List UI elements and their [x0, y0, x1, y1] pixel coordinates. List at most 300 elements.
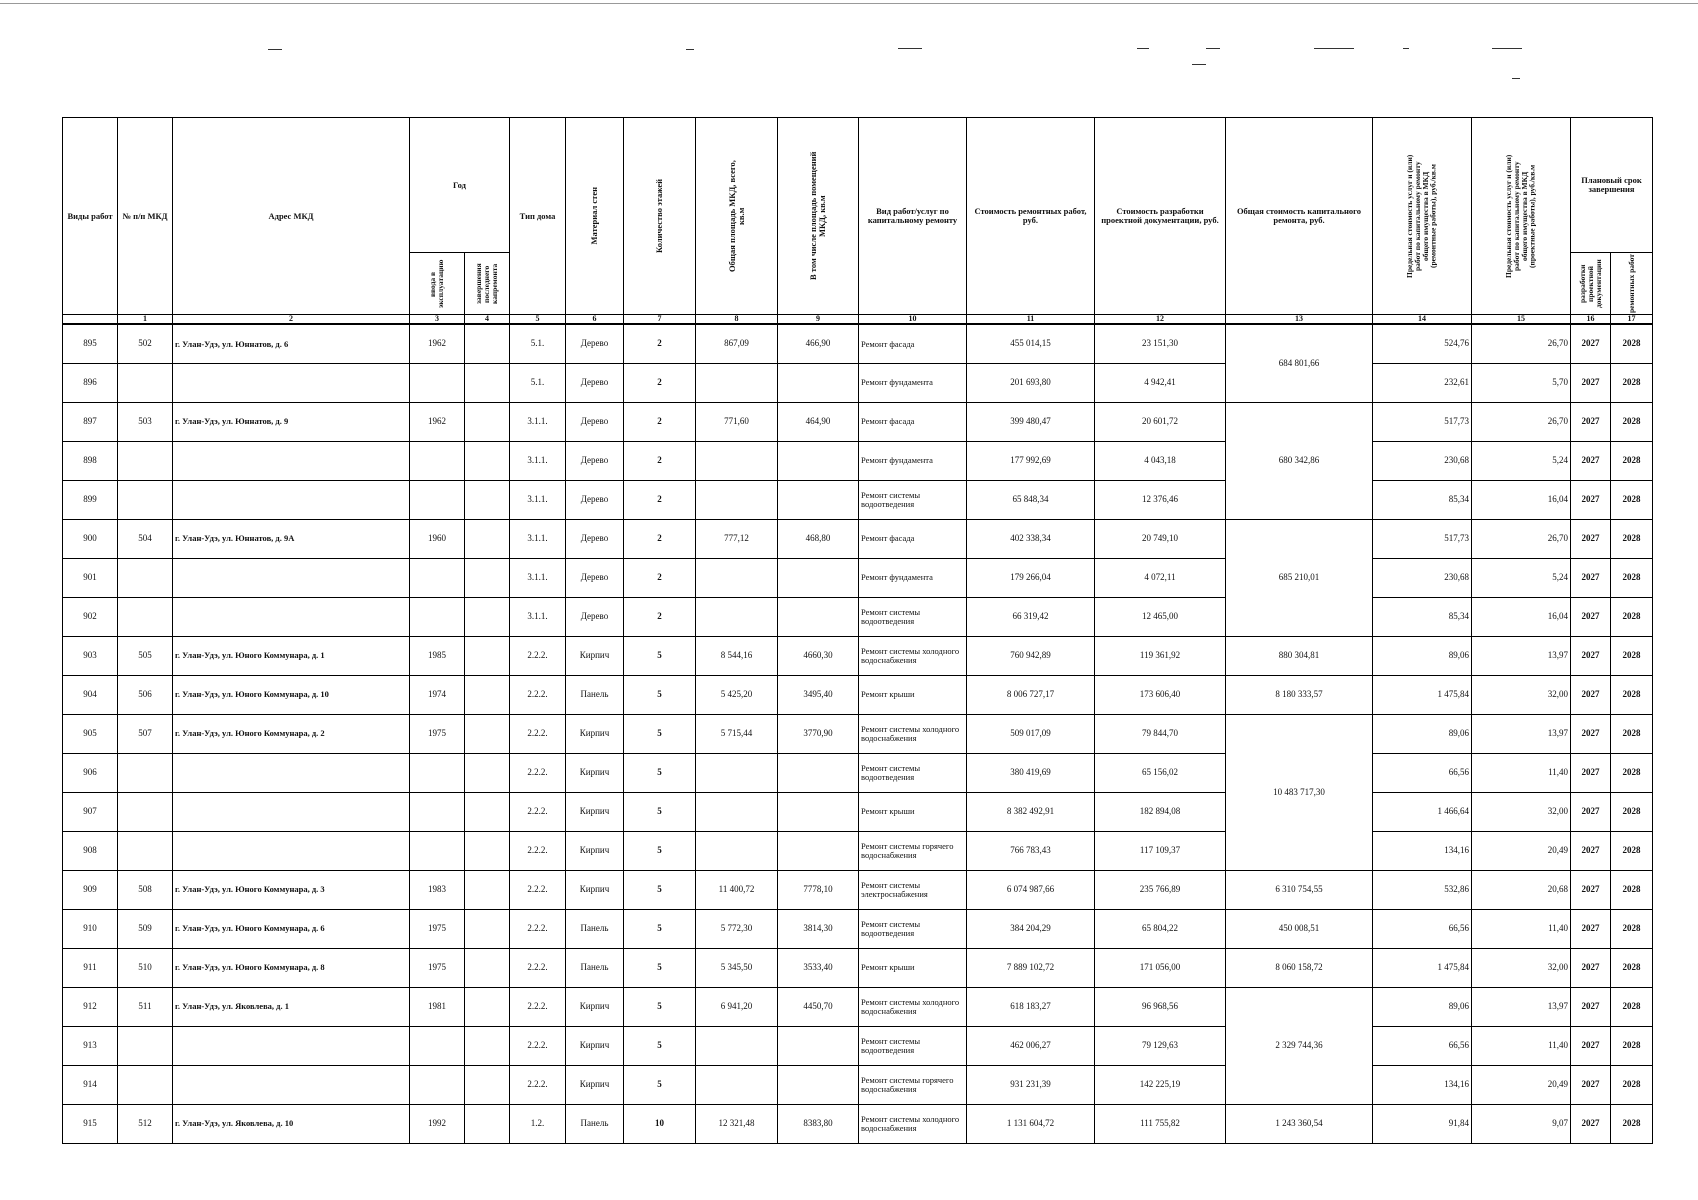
wall-material: Дерево — [566, 519, 624, 558]
limit-cost-design: 16,04 — [1472, 480, 1571, 519]
column-number: 5 — [510, 315, 566, 325]
address-cell — [173, 831, 410, 870]
mkd-number: 507 — [118, 714, 173, 753]
limit-cost-repair: 134,16 — [1373, 1065, 1472, 1104]
limit-cost-repair: 89,06 — [1373, 636, 1472, 675]
table-row — [63, 480, 1653, 519]
last-overhaul-year — [465, 636, 510, 675]
floor-count: 5 — [624, 753, 696, 792]
address-cell: г. Улан-Удэ, ул. Юннатов, д. 9А — [173, 519, 410, 558]
column-number: 11 — [967, 315, 1095, 325]
header-term-design: разработки проектной документации — [1571, 253, 1611, 315]
limit-cost-repair: 1 466,64 — [1373, 792, 1472, 831]
limit-cost-design: 20,49 — [1472, 1065, 1571, 1104]
limit-cost-design: 26,70 — [1472, 324, 1571, 363]
column-number: 3 — [410, 315, 465, 325]
column-number: 16 — [1571, 315, 1611, 325]
column-number-blank — [63, 315, 118, 325]
last-overhaul-year — [465, 831, 510, 870]
repair-cost: 399 480,47 — [967, 402, 1095, 441]
premises-area: 464,90 — [778, 402, 859, 441]
term-design: 2027 — [1571, 1065, 1611, 1104]
floor-count: 2 — [624, 597, 696, 636]
row-id: 908 — [63, 831, 118, 870]
limit-cost-repair: 91,84 — [1373, 1104, 1472, 1143]
floor-count: 2 — [624, 558, 696, 597]
row-id: 902 — [63, 597, 118, 636]
house-type: 2.2.2. — [510, 753, 566, 792]
repair-cost: 509 017,09 — [967, 714, 1095, 753]
limit-cost-repair: 134,16 — [1373, 831, 1472, 870]
floor-count: 5 — [624, 870, 696, 909]
repair-cost: 462 006,27 — [967, 1026, 1095, 1065]
commission-year — [410, 558, 465, 597]
last-overhaul-year — [465, 870, 510, 909]
header-planned-term: Плановый срок завершения — [1571, 118, 1653, 253]
column-number: 6 — [566, 315, 624, 325]
table-row — [63, 558, 1653, 597]
term-repair: 2028 — [1611, 1065, 1653, 1104]
mkd-number: 510 — [118, 948, 173, 987]
term-design: 2027 — [1571, 558, 1611, 597]
work-kind: Ремонт системы холодного водоснабжения — [859, 987, 967, 1026]
limit-cost-design: 13,97 — [1472, 714, 1571, 753]
row-id: 905 — [63, 714, 118, 753]
term-design: 2027 — [1571, 987, 1611, 1026]
repair-cost: 177 992,69 — [967, 441, 1095, 480]
wall-material: Дерево — [566, 480, 624, 519]
address-cell: г. Улан-Удэ, ул. Яковлева, д. 1 — [173, 987, 410, 1026]
schedule-page — [62, 117, 1653, 1144]
premises-area: 466,90 — [778, 324, 859, 363]
last-overhaul-year — [465, 675, 510, 714]
work-kind: Ремонт системы электроснабжения — [859, 870, 967, 909]
work-kind: Ремонт системы водоотведения — [859, 909, 967, 948]
house-type: 2.2.2. — [510, 675, 566, 714]
header-year: Год — [410, 118, 510, 253]
design-cost: 96 968,56 — [1095, 987, 1226, 1026]
last-overhaul-year — [465, 1104, 510, 1143]
row-id: 901 — [63, 558, 118, 597]
table-row — [63, 792, 1653, 831]
limit-cost-design: 26,70 — [1472, 519, 1571, 558]
house-type: 2.2.2. — [510, 987, 566, 1026]
term-design: 2027 — [1571, 792, 1611, 831]
total-area — [696, 480, 778, 519]
floor-count: 10 — [624, 1104, 696, 1143]
last-overhaul-year — [465, 324, 510, 363]
term-design: 2027 — [1571, 909, 1611, 948]
address-cell: г. Улан-Удэ, ул. Юного Коммунара, д. 1 — [173, 636, 410, 675]
last-overhaul-year — [465, 1065, 510, 1104]
row-id: 897 — [63, 402, 118, 441]
mkd-number: 503 — [118, 402, 173, 441]
term-design: 2027 — [1571, 324, 1611, 363]
total-area — [696, 441, 778, 480]
table-row — [63, 441, 1653, 480]
work-kind: Ремонт системы водоотведения — [859, 597, 967, 636]
repair-cost: 766 783,43 — [967, 831, 1095, 870]
term-repair: 2028 — [1611, 792, 1653, 831]
address-cell — [173, 1026, 410, 1065]
floor-count: 5 — [624, 675, 696, 714]
commission-year: 1985 — [410, 636, 465, 675]
term-repair: 2028 — [1611, 597, 1653, 636]
house-type: 1.2. — [510, 1104, 566, 1143]
address-cell: г. Улан-Удэ, ул. Юннатов, д. 9 — [173, 402, 410, 441]
last-overhaul-year — [465, 987, 510, 1026]
last-overhaul-year — [465, 363, 510, 402]
total-area — [696, 597, 778, 636]
term-repair: 2028 — [1611, 363, 1653, 402]
last-overhaul-year — [465, 1026, 510, 1065]
term-repair: 2028 — [1611, 870, 1653, 909]
term-design: 2027 — [1571, 948, 1611, 987]
work-kind: Ремонт системы водоотведения — [859, 1026, 967, 1065]
limit-cost-design: 16,04 — [1472, 597, 1571, 636]
row-id: 910 — [63, 909, 118, 948]
term-design: 2027 — [1571, 753, 1611, 792]
address-cell — [173, 792, 410, 831]
row-id: 907 — [63, 792, 118, 831]
wall-material: Кирпич — [566, 753, 624, 792]
limit-cost-design: 11,40 — [1472, 909, 1571, 948]
total-area — [696, 363, 778, 402]
mkd-number: 512 — [118, 1104, 173, 1143]
repair-cost: 8 382 492,91 — [967, 792, 1095, 831]
term-design: 2027 — [1571, 870, 1611, 909]
header-mkd-no: № п/п МКД — [118, 118, 173, 315]
total-cost: 10 483 717,30 — [1226, 714, 1373, 870]
wall-material: Кирпич — [566, 636, 624, 675]
limit-cost-design: 11,40 — [1472, 753, 1571, 792]
total-cost: 680 342,86 — [1226, 402, 1373, 519]
address-cell: г. Улан-Удэ, ул. Юного Коммунара, д. 2 — [173, 714, 410, 753]
work-kind: Ремонт фасада — [859, 519, 967, 558]
commission-year — [410, 597, 465, 636]
row-id: 899 — [63, 480, 118, 519]
term-repair: 2028 — [1611, 402, 1653, 441]
commission-year: 1981 — [410, 987, 465, 1026]
scan-artifacts — [0, 0, 1698, 120]
repair-cost: 66 319,42 — [967, 597, 1095, 636]
wall-material: Панель — [566, 909, 624, 948]
total-area: 771,60 — [696, 402, 778, 441]
total-cost: 685 210,01 — [1226, 519, 1373, 636]
premises-area: 3533,40 — [778, 948, 859, 987]
work-kind: Ремонт системы горячего водоснабжения — [859, 1065, 967, 1104]
column-number: 14 — [1373, 315, 1472, 325]
term-repair: 2028 — [1611, 831, 1653, 870]
limit-cost-design: 32,00 — [1472, 792, 1571, 831]
floor-count: 2 — [624, 402, 696, 441]
limit-cost-design: 20,49 — [1472, 831, 1571, 870]
work-kind: Ремонт системы горячего водоснабжения — [859, 831, 967, 870]
last-overhaul-year — [465, 519, 510, 558]
limit-cost-repair: 66,56 — [1373, 909, 1472, 948]
limit-cost-design: 5,70 — [1472, 363, 1571, 402]
commission-year — [410, 831, 465, 870]
mkd-number: 502 — [118, 324, 173, 363]
premises-area — [778, 597, 859, 636]
floor-count: 5 — [624, 792, 696, 831]
floor-count: 5 — [624, 831, 696, 870]
repair-cost: 7 889 102,72 — [967, 948, 1095, 987]
limit-cost-design: 13,97 — [1472, 636, 1571, 675]
work-kind: Ремонт системы водоотведения — [859, 753, 967, 792]
column-number: 10 — [859, 315, 967, 325]
row-id: 915 — [63, 1104, 118, 1143]
wall-material: Кирпич — [566, 987, 624, 1026]
mkd-number — [118, 831, 173, 870]
row-id: 898 — [63, 441, 118, 480]
repair-cost: 380 419,69 — [967, 753, 1095, 792]
address-cell — [173, 558, 410, 597]
total-area — [696, 558, 778, 597]
limit-cost-design: 32,00 — [1472, 675, 1571, 714]
work-kind: Ремонт фундамента — [859, 441, 967, 480]
commission-year: 1975 — [410, 714, 465, 753]
term-design: 2027 — [1571, 1026, 1611, 1065]
floor-count: 5 — [624, 909, 696, 948]
total-area: 5 425,20 — [696, 675, 778, 714]
design-cost: 12 465,00 — [1095, 597, 1226, 636]
mkd-number — [118, 363, 173, 402]
total-area: 12 321,48 — [696, 1104, 778, 1143]
term-design: 2027 — [1571, 597, 1611, 636]
total-area: 777,12 — [696, 519, 778, 558]
term-design: 2027 — [1571, 441, 1611, 480]
term-design: 2027 — [1571, 480, 1611, 519]
house-type: 3.1.1. — [510, 402, 566, 441]
repair-cost: 179 266,04 — [967, 558, 1095, 597]
total-cost: 1 243 360,54 — [1226, 1104, 1373, 1143]
floor-count: 5 — [624, 987, 696, 1026]
term-repair: 2028 — [1611, 909, 1653, 948]
limit-cost-design: 20,68 — [1472, 870, 1571, 909]
premises-area — [778, 363, 859, 402]
house-type: 2.2.2. — [510, 831, 566, 870]
column-number: 4 — [465, 315, 510, 325]
table-row — [63, 987, 1653, 1026]
limit-cost-design: 5,24 — [1472, 441, 1571, 480]
wall-material: Дерево — [566, 324, 624, 363]
term-repair: 2028 — [1611, 324, 1653, 363]
total-area: 8 544,16 — [696, 636, 778, 675]
address-cell: г. Улан-Удэ, ул. Юного Коммунара, д. 6 — [173, 909, 410, 948]
header-repair-cost: Стоимость ремонтных работ, руб. — [967, 118, 1095, 315]
row-id: 896 — [63, 363, 118, 402]
term-design: 2027 — [1571, 831, 1611, 870]
total-cost: 450 008,51 — [1226, 909, 1373, 948]
wall-material: Панель — [566, 675, 624, 714]
design-cost: 111 755,82 — [1095, 1104, 1226, 1143]
design-cost: 65 156,02 — [1095, 753, 1226, 792]
wall-material: Дерево — [566, 402, 624, 441]
limit-cost-repair: 66,56 — [1373, 1026, 1472, 1065]
total-area — [696, 1026, 778, 1065]
last-overhaul-year — [465, 792, 510, 831]
wall-material: Дерево — [566, 597, 624, 636]
premises-area — [778, 1026, 859, 1065]
work-kind: Ремонт фасада — [859, 402, 967, 441]
mkd-number: 511 — [118, 987, 173, 1026]
wall-material: Панель — [566, 948, 624, 987]
premises-area: 8383,80 — [778, 1104, 859, 1143]
header-year-commission: ввода в эксплуатацию — [410, 253, 465, 315]
house-type: 5.1. — [510, 363, 566, 402]
premises-area — [778, 792, 859, 831]
table-row — [63, 363, 1653, 402]
commission-year — [410, 441, 465, 480]
commission-year: 1960 — [410, 519, 465, 558]
address-cell — [173, 480, 410, 519]
column-number: 15 — [1472, 315, 1571, 325]
header-house-type: Тип дома — [510, 118, 566, 315]
premises-area — [778, 441, 859, 480]
house-type: 2.2.2. — [510, 909, 566, 948]
design-cost: 4 072,11 — [1095, 558, 1226, 597]
house-type: 2.2.2. — [510, 1026, 566, 1065]
design-cost: 117 109,37 — [1095, 831, 1226, 870]
design-cost: 20 749,10 — [1095, 519, 1226, 558]
commission-year — [410, 1026, 465, 1065]
term-design: 2027 — [1571, 1104, 1611, 1143]
premises-area — [778, 558, 859, 597]
limit-cost-repair: 1 475,84 — [1373, 948, 1472, 987]
last-overhaul-year — [465, 558, 510, 597]
wall-material: Дерево — [566, 441, 624, 480]
limit-cost-repair: 1 475,84 — [1373, 675, 1472, 714]
header-premises-area: В том числе площадь помещений МКД, кв.м — [778, 118, 859, 315]
commission-year: 1983 — [410, 870, 465, 909]
work-kind: Ремонт крыши — [859, 675, 967, 714]
table-header — [63, 118, 1653, 325]
header-term-repair: ремонтных работ — [1611, 253, 1653, 315]
commission-year — [410, 363, 465, 402]
term-repair: 2028 — [1611, 558, 1653, 597]
table-row — [63, 675, 1653, 714]
design-cost: 79 844,70 — [1095, 714, 1226, 753]
premises-area: 468,80 — [778, 519, 859, 558]
column-number: 2 — [173, 315, 410, 325]
term-repair: 2028 — [1611, 675, 1653, 714]
row-id: 913 — [63, 1026, 118, 1065]
repair-cost: 760 942,89 — [967, 636, 1095, 675]
row-id: 895 — [63, 324, 118, 363]
column-number: 7 — [624, 315, 696, 325]
limit-cost-repair: 517,73 — [1373, 519, 1472, 558]
header-work-kind: Вид работ/услуг по капитальному ремонту — [859, 118, 967, 315]
header-limit-cost-design: Предельная стоимость услуг и (или) работ по капитальному ремонту общего имущества в МКД (проектные работы), руб./кв.м — [1472, 118, 1571, 315]
column-number: 9 — [778, 315, 859, 325]
work-kind: Ремонт крыши — [859, 948, 967, 987]
address-cell: г. Улан-Удэ, ул. Юннатов, д. 6 — [173, 324, 410, 363]
table-row — [63, 1026, 1653, 1065]
limit-cost-repair: 89,06 — [1373, 714, 1472, 753]
commission-year — [410, 753, 465, 792]
work-kind: Ремонт системы холодного водоснабжения — [859, 636, 967, 675]
premises-area — [778, 1065, 859, 1104]
table-row — [63, 636, 1653, 675]
floor-count: 5 — [624, 1065, 696, 1104]
term-design: 2027 — [1571, 363, 1611, 402]
commission-year: 1975 — [410, 909, 465, 948]
work-kind: Ремонт системы водоотведения — [859, 480, 967, 519]
design-cost: 173 606,40 — [1095, 675, 1226, 714]
term-repair: 2028 — [1611, 1104, 1653, 1143]
table-row — [63, 753, 1653, 792]
table-row — [63, 324, 1653, 363]
address-cell — [173, 441, 410, 480]
row-id: 911 — [63, 948, 118, 987]
limit-cost-repair: 89,06 — [1373, 987, 1472, 1026]
house-type: 2.2.2. — [510, 948, 566, 987]
term-repair: 2028 — [1611, 636, 1653, 675]
row-id: 900 — [63, 519, 118, 558]
table-body — [63, 324, 1653, 1143]
column-number: 12 — [1095, 315, 1226, 325]
row-id: 903 — [63, 636, 118, 675]
column-number: 13 — [1226, 315, 1373, 325]
table-row — [63, 870, 1653, 909]
design-cost: 20 601,72 — [1095, 402, 1226, 441]
header-limit-cost-repair: Предельная стоимость услуг и (или) работ по капитальному ремонту общего имущества в МКД (ремонтные работы), руб./кв.м — [1373, 118, 1472, 315]
table-row — [63, 1065, 1653, 1104]
work-kind: Ремонт фундамента — [859, 558, 967, 597]
limit-cost-design: 26,70 — [1472, 402, 1571, 441]
last-overhaul-year — [465, 402, 510, 441]
commission-year — [410, 792, 465, 831]
repair-schedule-table — [62, 117, 1653, 1144]
work-kind: Ремонт крыши — [859, 792, 967, 831]
term-repair: 2028 — [1611, 1026, 1653, 1065]
premises-area: 3495,40 — [778, 675, 859, 714]
repair-cost: 455 014,15 — [967, 324, 1095, 363]
term-repair: 2028 — [1611, 753, 1653, 792]
mkd-number — [118, 792, 173, 831]
premises-area: 7778,10 — [778, 870, 859, 909]
design-cost: 119 361,92 — [1095, 636, 1226, 675]
term-design: 2027 — [1571, 714, 1611, 753]
term-design: 2027 — [1571, 636, 1611, 675]
repair-cost: 65 848,34 — [967, 480, 1095, 519]
floor-count: 5 — [624, 948, 696, 987]
term-repair: 2028 — [1611, 480, 1653, 519]
limit-cost-repair: 230,68 — [1373, 441, 1472, 480]
work-kind: Ремонт фасада — [859, 324, 967, 363]
row-id: 914 — [63, 1065, 118, 1104]
commission-year: 1962 — [410, 324, 465, 363]
address-cell — [173, 1065, 410, 1104]
work-kind: Ремонт системы холодного водоснабжения — [859, 1104, 967, 1143]
floor-count: 2 — [624, 441, 696, 480]
last-overhaul-year — [465, 480, 510, 519]
house-type: 3.1.1. — [510, 519, 566, 558]
total-area: 5 715,44 — [696, 714, 778, 753]
repair-cost: 6 074 987,66 — [967, 870, 1095, 909]
header-wall-material: Материал стен — [566, 118, 624, 315]
design-cost: 4 043,18 — [1095, 441, 1226, 480]
term-repair: 2028 — [1611, 948, 1653, 987]
table-row — [63, 831, 1653, 870]
design-cost: 182 894,08 — [1095, 792, 1226, 831]
mkd-number — [118, 1065, 173, 1104]
term-repair: 2028 — [1611, 714, 1653, 753]
design-cost: 171 056,00 — [1095, 948, 1226, 987]
commission-year: 1962 — [410, 402, 465, 441]
house-type: 2.2.2. — [510, 1065, 566, 1104]
